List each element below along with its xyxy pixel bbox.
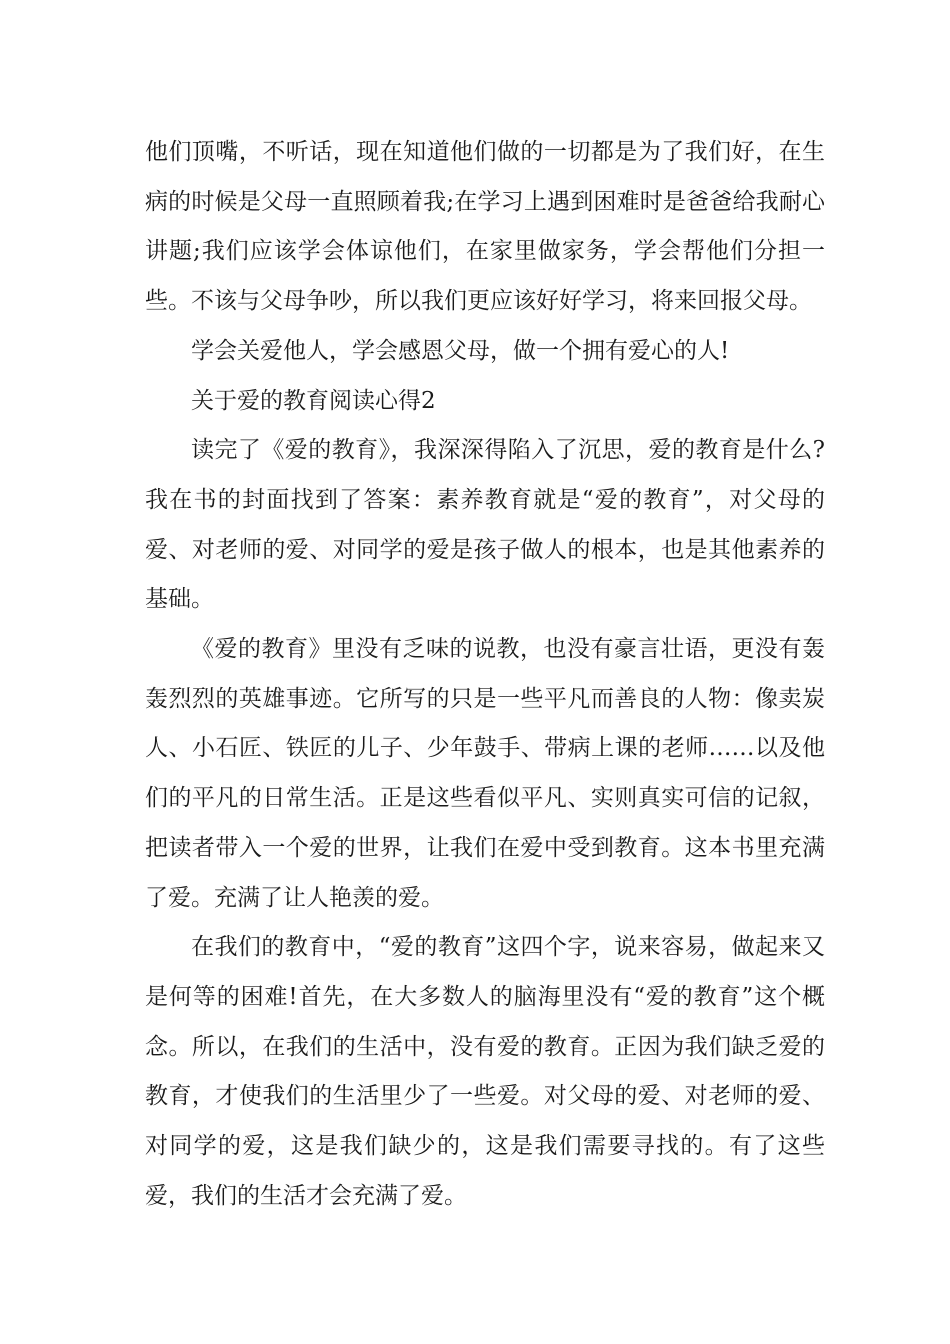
paragraph-conclusion: 学会关爱他人，学会感恩父母，做一个拥有爱心的人! xyxy=(191,337,730,364)
paragraph-continuation: 他们顶嘴，不听话，现在知道他们做的一切都是为了我们好，在生病的时候是父母一直照顾着我;在学习上遇到困难时是爸爸给我耐心讲题;我们应该学会体谅他们，在家里做家务，学会帮他们分担一些。不该与父母争吵，所以我们更应该好好学习，将来回报父母。 xyxy=(145,139,825,315)
paragraph-reflection: 在我们的教育中，“爱的教育”这四个字，说来容易，做起来又是何等的困难!首先，在大多数人的脑海里没有“爱的教育”这个概念。所以，在我们的生活中，没有爱的教育。正因为我们缺乏爱的教育，才使我们的生活里少了一些爱。对父母的爱、对老师的爱、对同学的爱，这是我们缺少的，这是我们需要寻找的。有了这些爱，我们的生活才会充满了爱。 xyxy=(145,934,825,1209)
paragraph-intro: 读完了《爱的教育》，我深深得陷入了沉思，爱的教育是什么?我在书的封面找到了答案：素养教育就是“爱的教育”，对父母的爱、对老师的爱、对同学的爱是孩子做人的根本，也是其他素养的基础。 xyxy=(145,437,825,613)
paragraph-book-content: 《爱的教育》里没有乏味的说教，也没有豪言壮语，更没有轰轰烈烈的英雄事迹。它所写的只是一些平凡而善良的人物：像卖炭人、小石匠、铁匠的儿子、少年鼓手、带病上课的老师……以及他们的平凡的日常生活。正是这些看似平凡、实则真实可信的记叙，把读者带入一个爱的世界，让我们在爱中受到教育。这本书里充满了爱。充满了让人艳羡的爱。 xyxy=(145,636,825,911)
document-page xyxy=(145,128,825,1221)
section-title: 关于爱的教育阅读心得2 xyxy=(191,387,436,414)
